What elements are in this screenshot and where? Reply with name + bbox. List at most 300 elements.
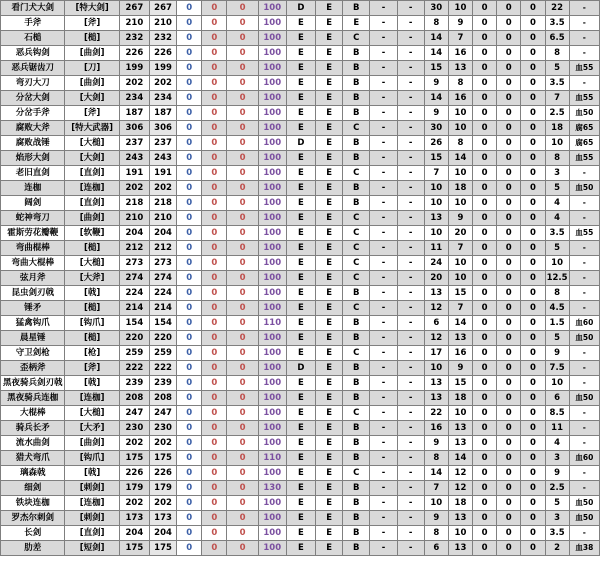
cell-lightning: 0 bbox=[227, 166, 258, 181]
cell-col-a: 14 bbox=[448, 151, 472, 166]
cell-col-d: 0 bbox=[521, 196, 545, 211]
weapon-table-body bbox=[1, 1, 600, 556]
cell-magic: 0 bbox=[177, 421, 202, 436]
cell-magic: 0 bbox=[177, 181, 202, 196]
cell-int: C bbox=[343, 121, 370, 136]
cell-col-e: 8 bbox=[545, 151, 569, 166]
cell-name: 老旧直剑 bbox=[1, 166, 65, 181]
table-row bbox=[1, 466, 600, 481]
cell-name: 弯曲棍棒 bbox=[1, 241, 65, 256]
cell-atk: 226 bbox=[119, 466, 149, 481]
cell-fire: 0 bbox=[202, 301, 227, 316]
cell-fai: - bbox=[370, 481, 397, 496]
cell-stability: 100 bbox=[258, 436, 286, 451]
cell-col-c: 0 bbox=[497, 136, 521, 151]
cell-type: [大剑] bbox=[65, 91, 119, 106]
cell-str: E bbox=[286, 46, 315, 61]
cell-arc: - bbox=[397, 166, 424, 181]
cell-stability: 100 bbox=[258, 271, 286, 286]
cell-col-b: 0 bbox=[473, 331, 497, 346]
cell-fai: - bbox=[370, 421, 397, 436]
cell-lightning: 0 bbox=[227, 181, 258, 196]
cell-str: E bbox=[286, 346, 315, 361]
cell-stability: 100 bbox=[258, 286, 286, 301]
cell-atk: 220 bbox=[119, 331, 149, 346]
table-row bbox=[1, 406, 600, 421]
cell-arc: - bbox=[397, 376, 424, 391]
cell-stability: 100 bbox=[258, 466, 286, 481]
cell-type: [曲剑] bbox=[65, 211, 119, 226]
cell-atk-upgraded: 226 bbox=[149, 466, 176, 481]
cell-col-c: 0 bbox=[497, 286, 521, 301]
cell-fai: - bbox=[370, 346, 397, 361]
cell-fire: 0 bbox=[202, 271, 227, 286]
table-row bbox=[1, 151, 600, 166]
cell-col-d: 0 bbox=[521, 376, 545, 391]
cell-str: E bbox=[286, 196, 315, 211]
cell-int: B bbox=[343, 481, 370, 496]
cell-magic: 0 bbox=[177, 46, 202, 61]
cell-name: 黑夜骑兵剑刃戟 bbox=[1, 376, 65, 391]
table-row bbox=[1, 136, 600, 151]
cell-effect: - bbox=[569, 256, 599, 271]
cell-atk: 210 bbox=[119, 16, 149, 31]
cell-lightning: 0 bbox=[227, 211, 258, 226]
cell-col-d: 0 bbox=[521, 436, 545, 451]
cell-fai: - bbox=[370, 376, 397, 391]
cell-fai: - bbox=[370, 31, 397, 46]
cell-weight: 12 bbox=[424, 331, 448, 346]
cell-name: 璃森戟 bbox=[1, 466, 65, 481]
cell-lightning: 0 bbox=[227, 346, 258, 361]
cell-atk-upgraded: 175 bbox=[149, 451, 176, 466]
cell-dex: E bbox=[316, 136, 343, 151]
cell-magic: 0 bbox=[177, 466, 202, 481]
cell-col-c: 0 bbox=[497, 256, 521, 271]
cell-fai: - bbox=[370, 91, 397, 106]
cell-name: 猎犬弯爪 bbox=[1, 451, 65, 466]
cell-weight: 10 bbox=[424, 496, 448, 511]
cell-stability: 100 bbox=[258, 496, 286, 511]
cell-lightning: 0 bbox=[227, 91, 258, 106]
cell-fai: - bbox=[370, 106, 397, 121]
cell-atk-upgraded: 173 bbox=[149, 511, 176, 526]
table-row bbox=[1, 76, 600, 91]
cell-name: 铁块连枷 bbox=[1, 496, 65, 511]
cell-lightning: 0 bbox=[227, 541, 258, 556]
cell-col-e: 2 bbox=[545, 541, 569, 556]
cell-col-a: 8 bbox=[448, 76, 472, 91]
cell-atk-upgraded: 179 bbox=[149, 481, 176, 496]
cell-type: [特大剑] bbox=[65, 1, 119, 16]
table-row bbox=[1, 451, 600, 466]
cell-int: B bbox=[343, 316, 370, 331]
cell-col-e: 11 bbox=[545, 421, 569, 436]
cell-lightning: 0 bbox=[227, 226, 258, 241]
cell-col-c: 0 bbox=[497, 436, 521, 451]
cell-atk: 175 bbox=[119, 451, 149, 466]
cell-effect: 血50 bbox=[569, 106, 599, 121]
cell-stability: 100 bbox=[258, 256, 286, 271]
cell-weight: 9 bbox=[424, 76, 448, 91]
cell-fire: 0 bbox=[202, 121, 227, 136]
cell-col-d: 0 bbox=[521, 106, 545, 121]
cell-stability: 100 bbox=[258, 361, 286, 376]
cell-col-c: 0 bbox=[497, 211, 521, 226]
cell-col-c: 0 bbox=[497, 451, 521, 466]
cell-col-b: 0 bbox=[473, 106, 497, 121]
table-row bbox=[1, 166, 600, 181]
cell-col-c: 0 bbox=[497, 151, 521, 166]
cell-effect: - bbox=[569, 346, 599, 361]
cell-name: 腐败大斧 bbox=[1, 121, 65, 136]
cell-lightning: 0 bbox=[227, 496, 258, 511]
cell-col-e: 4 bbox=[545, 196, 569, 211]
cell-fire: 0 bbox=[202, 481, 227, 496]
cell-col-c: 0 bbox=[497, 301, 521, 316]
cell-type: [连枷] bbox=[65, 391, 119, 406]
cell-col-c: 0 bbox=[497, 376, 521, 391]
cell-fire: 0 bbox=[202, 436, 227, 451]
cell-magic: 0 bbox=[177, 316, 202, 331]
cell-name: 锤矛 bbox=[1, 301, 65, 316]
cell-magic: 0 bbox=[177, 286, 202, 301]
cell-dex: E bbox=[316, 226, 343, 241]
cell-dex: E bbox=[316, 481, 343, 496]
cell-magic: 0 bbox=[177, 61, 202, 76]
table-row bbox=[1, 91, 600, 106]
cell-lightning: 0 bbox=[227, 376, 258, 391]
cell-atk-upgraded: 232 bbox=[149, 31, 176, 46]
cell-col-a: 13 bbox=[448, 61, 472, 76]
cell-col-e: 18 bbox=[545, 121, 569, 136]
cell-col-b: 0 bbox=[473, 481, 497, 496]
cell-col-a: 8 bbox=[448, 136, 472, 151]
cell-col-e: 7.5 bbox=[545, 361, 569, 376]
cell-dex: E bbox=[316, 526, 343, 541]
cell-col-e: 22 bbox=[545, 1, 569, 16]
cell-atk-upgraded: 259 bbox=[149, 346, 176, 361]
cell-atk: 204 bbox=[119, 526, 149, 541]
cell-col-d: 0 bbox=[521, 466, 545, 481]
cell-effect: - bbox=[569, 361, 599, 376]
cell-col-a: 10 bbox=[448, 166, 472, 181]
cell-col-e: 3 bbox=[545, 166, 569, 181]
cell-atk-upgraded: 202 bbox=[149, 436, 176, 451]
cell-arc: - bbox=[397, 46, 424, 61]
cell-effect: 血60 bbox=[569, 316, 599, 331]
cell-col-d: 0 bbox=[521, 166, 545, 181]
cell-stability: 100 bbox=[258, 76, 286, 91]
cell-col-d: 0 bbox=[521, 211, 545, 226]
cell-dex: E bbox=[316, 1, 343, 16]
cell-str: E bbox=[286, 421, 315, 436]
cell-col-e: 4.5 bbox=[545, 301, 569, 316]
table-row bbox=[1, 526, 600, 541]
cell-atk-upgraded: 202 bbox=[149, 496, 176, 511]
cell-col-b: 0 bbox=[473, 316, 497, 331]
cell-name: 昆虫剑刃戟 bbox=[1, 286, 65, 301]
cell-name: 守卫剑枪 bbox=[1, 346, 65, 361]
cell-col-d: 0 bbox=[521, 16, 545, 31]
cell-lightning: 0 bbox=[227, 256, 258, 271]
cell-fai: - bbox=[370, 286, 397, 301]
cell-lightning: 0 bbox=[227, 46, 258, 61]
cell-atk: 212 bbox=[119, 241, 149, 256]
cell-int: E bbox=[343, 16, 370, 31]
cell-arc: - bbox=[397, 361, 424, 376]
cell-fai: - bbox=[370, 316, 397, 331]
cell-col-d: 0 bbox=[521, 331, 545, 346]
cell-col-b: 0 bbox=[473, 226, 497, 241]
cell-magic: 0 bbox=[177, 391, 202, 406]
cell-col-c: 0 bbox=[497, 406, 521, 421]
cell-name: 猛禽钩爪 bbox=[1, 316, 65, 331]
cell-weight: 14 bbox=[424, 46, 448, 61]
cell-atk-upgraded: 230 bbox=[149, 421, 176, 436]
cell-col-d: 0 bbox=[521, 301, 545, 316]
cell-atk-upgraded: 247 bbox=[149, 406, 176, 421]
cell-magic: 0 bbox=[177, 376, 202, 391]
cell-type: [戟] bbox=[65, 376, 119, 391]
cell-arc: - bbox=[397, 121, 424, 136]
cell-col-e: 8 bbox=[545, 286, 569, 301]
cell-col-d: 0 bbox=[521, 541, 545, 556]
cell-arc: - bbox=[397, 496, 424, 511]
cell-lightning: 0 bbox=[227, 466, 258, 481]
cell-weight: 9 bbox=[424, 511, 448, 526]
cell-str: E bbox=[286, 526, 315, 541]
cell-col-a: 10 bbox=[448, 106, 472, 121]
cell-dex: E bbox=[316, 511, 343, 526]
cell-col-b: 0 bbox=[473, 196, 497, 211]
cell-atk: 306 bbox=[119, 121, 149, 136]
cell-weight: 13 bbox=[424, 286, 448, 301]
cell-name: 晨星锤 bbox=[1, 331, 65, 346]
cell-fai: - bbox=[370, 121, 397, 136]
cell-fai: - bbox=[370, 541, 397, 556]
cell-atk: 202 bbox=[119, 496, 149, 511]
cell-col-e: 5 bbox=[545, 496, 569, 511]
cell-col-b: 0 bbox=[473, 61, 497, 76]
cell-atk-upgraded: 202 bbox=[149, 76, 176, 91]
cell-magic: 0 bbox=[177, 1, 202, 16]
cell-weight: 6 bbox=[424, 316, 448, 331]
cell-atk: 175 bbox=[119, 541, 149, 556]
cell-int: B bbox=[343, 196, 370, 211]
cell-stability: 100 bbox=[258, 421, 286, 436]
cell-str: E bbox=[286, 106, 315, 121]
cell-col-a: 15 bbox=[448, 286, 472, 301]
cell-effect: - bbox=[569, 241, 599, 256]
cell-col-a: 20 bbox=[448, 226, 472, 241]
cell-fire: 0 bbox=[202, 46, 227, 61]
cell-name: 黑夜骑兵连枷 bbox=[1, 391, 65, 406]
cell-stability: 100 bbox=[258, 91, 286, 106]
cell-weight: 9 bbox=[424, 436, 448, 451]
cell-col-c: 0 bbox=[497, 331, 521, 346]
table-row bbox=[1, 316, 600, 331]
cell-int: C bbox=[343, 211, 370, 226]
cell-fire: 0 bbox=[202, 241, 227, 256]
cell-fai: - bbox=[370, 196, 397, 211]
cell-weight: 13 bbox=[424, 376, 448, 391]
cell-fai: - bbox=[370, 211, 397, 226]
cell-stability: 100 bbox=[258, 541, 286, 556]
table-row bbox=[1, 1, 600, 16]
cell-type: [连枷] bbox=[65, 181, 119, 196]
cell-lightning: 0 bbox=[227, 121, 258, 136]
cell-magic: 0 bbox=[177, 346, 202, 361]
cell-col-b: 0 bbox=[473, 211, 497, 226]
cell-atk: 214 bbox=[119, 301, 149, 316]
table-row bbox=[1, 361, 600, 376]
cell-col-d: 0 bbox=[521, 181, 545, 196]
cell-type: [斧] bbox=[65, 361, 119, 376]
cell-magic: 0 bbox=[177, 361, 202, 376]
cell-weight: 6 bbox=[424, 541, 448, 556]
cell-col-e: 8.5 bbox=[545, 406, 569, 421]
cell-arc: - bbox=[397, 331, 424, 346]
cell-atk: 191 bbox=[119, 166, 149, 181]
cell-lightning: 0 bbox=[227, 316, 258, 331]
cell-str: E bbox=[286, 451, 315, 466]
cell-atk: 226 bbox=[119, 46, 149, 61]
cell-lightning: 0 bbox=[227, 481, 258, 496]
cell-col-a: 10 bbox=[448, 256, 472, 271]
cell-stability: 100 bbox=[258, 241, 286, 256]
cell-atk: 267 bbox=[119, 1, 149, 16]
cell-col-c: 0 bbox=[497, 241, 521, 256]
cell-type: [大矛] bbox=[65, 421, 119, 436]
cell-dex: E bbox=[316, 256, 343, 271]
cell-atk-upgraded: 274 bbox=[149, 271, 176, 286]
cell-col-c: 0 bbox=[497, 181, 521, 196]
cell-atk: 187 bbox=[119, 106, 149, 121]
cell-col-e: 4 bbox=[545, 436, 569, 451]
cell-atk: 202 bbox=[119, 436, 149, 451]
cell-fire: 0 bbox=[202, 61, 227, 76]
cell-dex: E bbox=[316, 451, 343, 466]
cell-name: 肋差 bbox=[1, 541, 65, 556]
cell-fai: - bbox=[370, 181, 397, 196]
cell-col-b: 0 bbox=[473, 346, 497, 361]
cell-atk: 224 bbox=[119, 286, 149, 301]
cell-effect: - bbox=[569, 436, 599, 451]
cell-stability: 100 bbox=[258, 46, 286, 61]
cell-str: E bbox=[286, 271, 315, 286]
table-row bbox=[1, 226, 600, 241]
table-row bbox=[1, 301, 600, 316]
cell-name: 恶兵钩剑 bbox=[1, 46, 65, 61]
cell-col-c: 0 bbox=[497, 76, 521, 91]
cell-weight: 26 bbox=[424, 136, 448, 151]
cell-magic: 0 bbox=[177, 76, 202, 91]
cell-str: E bbox=[286, 466, 315, 481]
cell-stability: 100 bbox=[258, 151, 286, 166]
cell-str: D bbox=[286, 361, 315, 376]
cell-type: [刺剑] bbox=[65, 481, 119, 496]
cell-dex: E bbox=[316, 46, 343, 61]
cell-arc: - bbox=[397, 76, 424, 91]
cell-fire: 0 bbox=[202, 331, 227, 346]
cell-int: B bbox=[343, 1, 370, 16]
cell-int: B bbox=[343, 526, 370, 541]
cell-col-e: 9 bbox=[545, 346, 569, 361]
table-row bbox=[1, 286, 600, 301]
cell-col-b: 0 bbox=[473, 256, 497, 271]
table-row bbox=[1, 61, 600, 76]
cell-col-e: 1.5 bbox=[545, 316, 569, 331]
cell-type: [槌] bbox=[65, 31, 119, 46]
cell-fai: - bbox=[370, 436, 397, 451]
cell-fai: - bbox=[370, 331, 397, 346]
cell-magic: 0 bbox=[177, 451, 202, 466]
table-row bbox=[1, 211, 600, 226]
cell-col-b: 0 bbox=[473, 511, 497, 526]
cell-col-e: 10 bbox=[545, 376, 569, 391]
cell-atk-upgraded: 237 bbox=[149, 136, 176, 151]
cell-atk-upgraded: 267 bbox=[149, 1, 176, 16]
cell-stability: 100 bbox=[258, 106, 286, 121]
cell-atk: 230 bbox=[119, 421, 149, 436]
cell-arc: - bbox=[397, 301, 424, 316]
cell-col-c: 0 bbox=[497, 91, 521, 106]
cell-magic: 0 bbox=[177, 271, 202, 286]
cell-stability: 100 bbox=[258, 181, 286, 196]
cell-col-c: 0 bbox=[497, 16, 521, 31]
cell-col-d: 0 bbox=[521, 61, 545, 76]
cell-atk-upgraded: 154 bbox=[149, 316, 176, 331]
cell-fire: 0 bbox=[202, 421, 227, 436]
cell-fire: 0 bbox=[202, 511, 227, 526]
cell-effect: 血50 bbox=[569, 496, 599, 511]
cell-col-e: 9 bbox=[545, 466, 569, 481]
cell-name: 焰形大剑 bbox=[1, 151, 65, 166]
cell-atk: 202 bbox=[119, 76, 149, 91]
cell-col-b: 0 bbox=[473, 406, 497, 421]
cell-col-a: 18 bbox=[448, 496, 472, 511]
cell-effect: 血50 bbox=[569, 511, 599, 526]
cell-lightning: 0 bbox=[227, 271, 258, 286]
cell-col-c: 0 bbox=[497, 226, 521, 241]
cell-effect: - bbox=[569, 1, 599, 16]
cell-col-a: 9 bbox=[448, 361, 472, 376]
cell-magic: 0 bbox=[177, 481, 202, 496]
cell-col-b: 0 bbox=[473, 376, 497, 391]
cell-stability: 100 bbox=[258, 61, 286, 76]
cell-int: C bbox=[343, 406, 370, 421]
cell-col-d: 0 bbox=[521, 1, 545, 16]
cell-weight: 24 bbox=[424, 256, 448, 271]
cell-atk-upgraded: 273 bbox=[149, 256, 176, 271]
cell-atk-upgraded: 212 bbox=[149, 241, 176, 256]
cell-stability: 100 bbox=[258, 346, 286, 361]
cell-dex: E bbox=[316, 31, 343, 46]
cell-arc: - bbox=[397, 31, 424, 46]
cell-weight: 22 bbox=[424, 406, 448, 421]
cell-stability: 100 bbox=[258, 1, 286, 16]
cell-dex: E bbox=[316, 151, 343, 166]
cell-col-c: 0 bbox=[497, 481, 521, 496]
cell-name: 长剑 bbox=[1, 526, 65, 541]
table-row bbox=[1, 121, 600, 136]
cell-effect: 血55 bbox=[569, 91, 599, 106]
cell-fai: - bbox=[370, 391, 397, 406]
table-row bbox=[1, 271, 600, 286]
cell-col-e: 3.5 bbox=[545, 526, 569, 541]
cell-fai: - bbox=[370, 496, 397, 511]
